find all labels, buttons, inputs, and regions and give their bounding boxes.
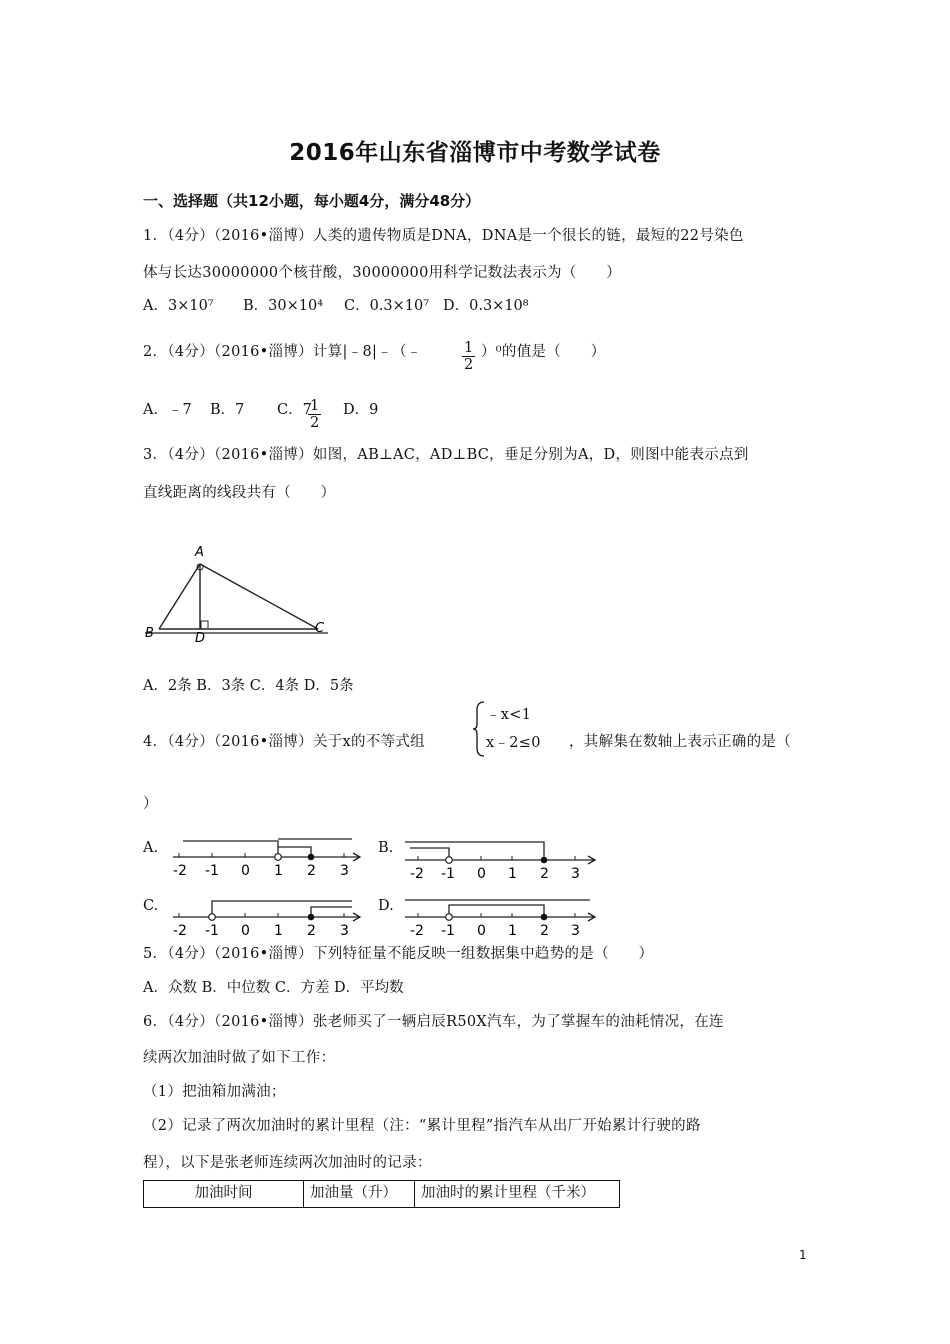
number-line-a — [163, 833, 373, 881]
table-header-row — [144, 1181, 620, 1208]
q4-inequality-1: ﹣x<1 — [486, 707, 532, 723]
system-brace-icon — [472, 700, 486, 758]
page-number: 1 — [799, 1248, 807, 1262]
q3-options: A．2条 B．3条 C．4条 D．5条 — [143, 678, 354, 694]
label-d: D — [195, 631, 206, 646]
refuel-record-table — [143, 1180, 620, 1208]
segment-ab — [159, 564, 200, 629]
triangle-figure — [140, 540, 335, 646]
tick-label: 3 — [571, 923, 580, 939]
q2-option-c: C．7 — [277, 402, 312, 418]
label-c: C — [315, 621, 325, 636]
table-header-cell: 加油时间 — [144, 1181, 304, 1208]
page-title: 2016年山东省淄博市中考数学试卷 — [289, 140, 661, 166]
number-line-b — [400, 836, 605, 884]
tick-label: -1 — [441, 923, 455, 939]
q1-line2: 体与长达30000000个核苷酸，30000000用科学记数法表示为（ ） — [143, 265, 622, 281]
label-b: B — [145, 626, 154, 641]
tick-label: -2 — [173, 923, 187, 939]
tick-label: -1 — [441, 866, 455, 882]
q1-option-a: A．3×10⁷ — [143, 298, 214, 314]
q4-stem-suffix: ，其解集在数轴上表示正确的是（ — [569, 734, 791, 750]
tick-label: 1 — [274, 923, 283, 939]
tick-label: 1 — [508, 923, 517, 939]
number-line-c — [163, 893, 373, 941]
tick-label: -2 — [410, 923, 424, 939]
q4-option-d-label: D. — [378, 898, 394, 914]
tick-label: 0 — [241, 923, 250, 939]
tick-label: 3 — [340, 923, 349, 939]
table-header-cell: 加油量（升） — [304, 1181, 415, 1208]
q2-fraction — [462, 340, 475, 373]
tick-label: -1 — [205, 863, 219, 879]
q2-option-c-fraction — [308, 398, 321, 431]
segment-ac — [200, 564, 318, 629]
tick-label: 2 — [540, 866, 549, 882]
q6-step2a: （2）记录了两次加油时的累计里程（注：“累计里程”指汽车从出厂开始累计行驶的路 — [143, 1118, 701, 1134]
q1-option-b: B．30×10⁴ — [243, 298, 324, 314]
q3-line1: 3．（4分）（2016•淄博）如图，AB⊥AC，AD⊥BC，垂足分别为A，D，则图中能表示点到 — [143, 447, 749, 463]
q4-option-c-label: C. — [143, 898, 159, 914]
tick-label: -2 — [173, 863, 187, 879]
q6-line1: 6．（4分）（2016•淄博）张老师买了一辆启辰R50X汽车，为了掌握车的油耗情况，在连 — [143, 1014, 724, 1030]
q6-line2: 续两次加油时做了如下工作： — [143, 1050, 336, 1066]
q3-line2: 直线距离的线段共有（ ） — [143, 485, 336, 501]
q4-stem-prefix: 4．（4分）（2016•淄博）关于x的不等式组 — [143, 734, 425, 750]
q6-step2b: 程），以下是张老师连续两次加油时的记录： — [143, 1155, 432, 1171]
q4-option-b-label: B. — [378, 840, 394, 856]
label-a: A — [195, 545, 204, 560]
q2-stem-prefix: 2．（4分）（2016•淄博）计算|﹣8|﹣（﹣ — [143, 344, 422, 360]
q2-fraction-numerator: 1 — [464, 340, 474, 356]
q1-option-c: C．0.3×10⁷ — [344, 298, 430, 314]
q2-option-a: A．﹣7 — [143, 402, 192, 418]
q4-option-a-label: A. — [143, 840, 159, 856]
q6-step1: （1）把油箱加满油； — [143, 1084, 286, 1100]
tick-label: 3 — [340, 863, 349, 879]
tick-label: 1 — [274, 863, 283, 879]
q4-inequality-2: x﹣2≤0 — [486, 735, 541, 751]
tick-label: 0 — [477, 866, 486, 882]
tick-label: 0 — [477, 923, 486, 939]
tick-label: 2 — [307, 923, 316, 939]
q5-options: A．众数 B．中位数 C．方差 D．平均数 — [143, 980, 404, 996]
q5-stem: 5．（4分）（2016•淄博）下列特征量不能反映一组数据集中趋势的是（ ） — [143, 946, 654, 962]
tick-label: 1 — [508, 866, 517, 882]
table-header-cell: 加油时的累计里程（千米） — [415, 1181, 620, 1208]
section-heading: 一、选择题（共12小题，每小题4分，满分48分） — [143, 192, 481, 210]
q1-option-d: D．0.3×10⁸ — [443, 298, 529, 314]
q2-option-c-denominator: 2 — [310, 415, 320, 431]
tick-label: 3 — [571, 866, 580, 882]
tick-label: 2 — [307, 863, 316, 879]
tick-label: 2 — [540, 923, 549, 939]
q2-option-d: D．9 — [343, 402, 379, 418]
number-line-d — [400, 893, 605, 941]
right-angle-mark-d — [201, 621, 208, 629]
tick-label: -1 — [205, 923, 219, 939]
q2-stem-suffix: ）⁰的值是（ ） — [481, 344, 606, 360]
tick-label: 0 — [241, 863, 250, 879]
q1-line1: 1．（4分）（2016•淄博）人类的遗传物质是DNA，DNA是一个很长的链，最短的22号染色 — [143, 228, 744, 244]
q2-option-b: B．7 — [210, 402, 245, 418]
q2-fraction-denominator: 2 — [464, 357, 474, 373]
tick-label: -2 — [410, 866, 424, 882]
q4-stem-close: ） — [143, 796, 158, 812]
q2-option-c-numerator: 1 — [310, 398, 320, 414]
